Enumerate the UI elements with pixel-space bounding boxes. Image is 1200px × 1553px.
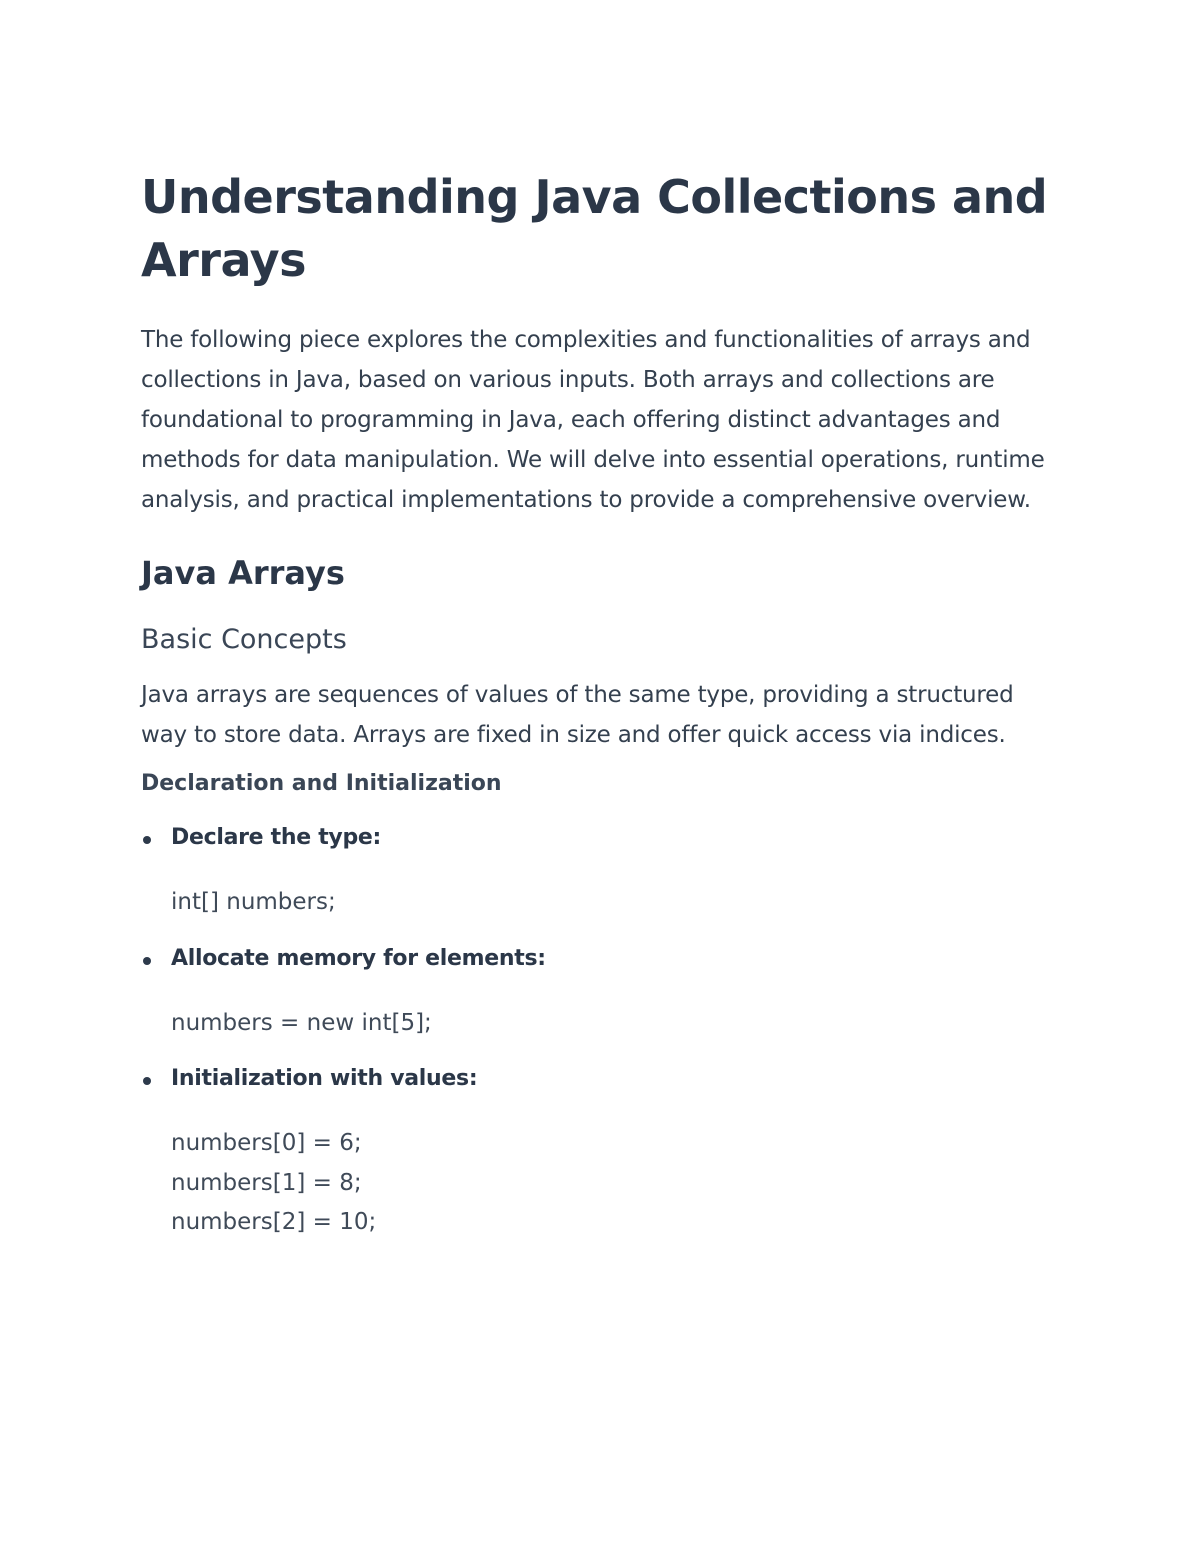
step-label: Allocate memory for elements:: [171, 945, 546, 971]
bullet-icon: [143, 1077, 151, 1085]
code-line: numbers[1] = 8;: [171, 1169, 362, 1196]
step-label: Initialization with values:: [171, 1066, 478, 1091]
code-line: int[] numbers;: [171, 889, 336, 915]
subsection-heading-basic-concepts: Basic Concepts: [141, 624, 347, 655]
code-line: numbers[2] = 10;: [171, 1209, 377, 1235]
topic-heading-declaration: Declaration and Initialization: [141, 771, 502, 796]
bullet-icon: [143, 957, 151, 965]
declaration-steps-list: [141, 822, 1061, 1243]
code-line: numbers = new int[5];: [171, 1009, 432, 1036]
document-title: Understanding Java Collections and Arrays: [141, 170, 1048, 287]
section-heading-java-arrays: Java Arrays: [141, 554, 345, 592]
document-page: [141, 166, 1061, 1243]
code-block: [171, 883, 1061, 923]
step-label: Declare the type:: [171, 825, 382, 850]
code-block: [171, 1004, 1061, 1044]
code-block: [171, 1124, 1061, 1243]
intro-paragraph: The following piece explores the complexities and functionalities of arrays and collections in Java, based on various inputs. Both arrays and collections are foundational to programming in Java, each offering distinct advantages and methods for data manipulation. We will delve into essential operations, runtime analysis, and practical implementations to provide a comprehensive overview.: [141, 327, 1045, 513]
list-item: [141, 822, 1061, 923]
list-item: [141, 943, 1061, 1044]
bullet-icon: [143, 836, 151, 844]
list-item: [141, 1063, 1061, 1243]
code-line: numbers[0] = 6;: [171, 1130, 362, 1156]
basic-concepts-paragraph: Java arrays are sequences of values of the same type, providing a structured way to store data. Arrays are fixed in size and offer quick access via indices.: [141, 682, 1014, 748]
